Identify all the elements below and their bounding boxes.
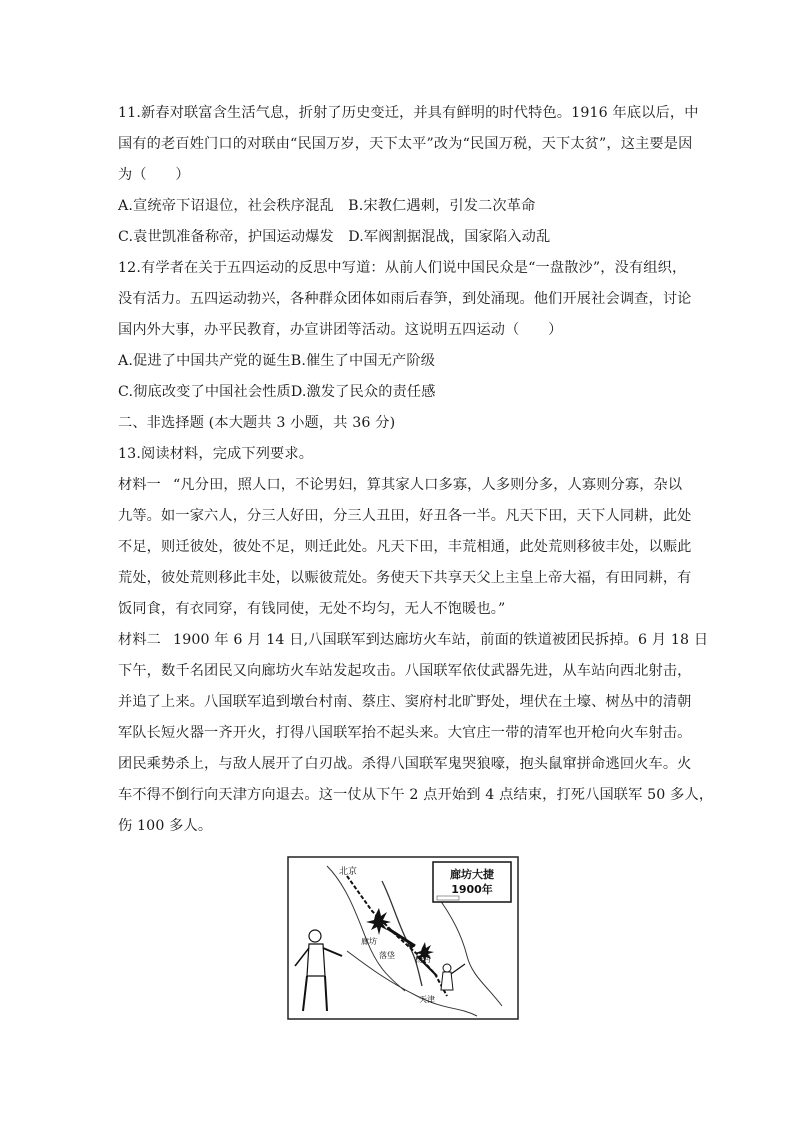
map-title-line-2: 1900年 bbox=[451, 883, 493, 896]
q12-option-ab: A.促进了中国共产党的诞生B.催生了中国无产阶级 bbox=[118, 353, 436, 369]
q12-option-cd: C.彻底改变了中国社会性质D.激发了民众的责任感 bbox=[118, 384, 436, 400]
material-2-line-4: 军队长短火器一齐开火，打得八国联军抬不起头来。大官庄一带的清军也开枪向火车射击。 bbox=[118, 725, 692, 741]
label-yangcun: 杨村 bbox=[415, 955, 431, 964]
langfang-battle-map bbox=[287, 856, 519, 1020]
q12-line-2: 没有活力。五四运动勃兴，各种群众团体如雨后春笋，到处涌现。他们开展社会调查，讨论 bbox=[118, 291, 692, 307]
label-luofa: 落垡 bbox=[379, 951, 395, 960]
q13-stem: 13.阅读材料，完成下列要求。 bbox=[118, 446, 314, 462]
material-2-line-2: 下午，数千名团民又向廊坊火车站发起攻击。八国联军依仗武器先进，从车站向西北射击， bbox=[118, 663, 692, 679]
q11-line-2: 国有的老百姓门口的对联由“民国万岁，天下太平”改为“民国万税，天下太贫”，这主要是因 bbox=[118, 136, 693, 152]
material-2-line-5: 团民乘势杀上，与敌人展开了白刃战。杀得八国联军鬼哭狼嚎，抱头鼠窜拼命逃回火车。火 bbox=[118, 756, 692, 772]
q11-option-cd: C.袁世凯准备称帝，护国运动爆发 D.军阀割据混战，国家陷入动乱 bbox=[118, 229, 551, 245]
q12-line-1: 12.有学者在关于五四运动的反思中写道：从前人们说中国民众是“一盘散沙”，没有组织， bbox=[118, 260, 687, 276]
material-1-line-1: “凡分田，照人口，不论男妇，算其家人口多寡，人多则分多，人寡则分寡，杂以 bbox=[173, 477, 683, 493]
question-11 bbox=[118, 98, 699, 253]
section-2-heading: 二、非选择题 (本大题共 3 小题，共 36 分) bbox=[118, 415, 396, 431]
material-2 bbox=[118, 625, 714, 842]
material-1-line-5: 饭同食，有衣同穿，有钱同使，无处不均匀，无人不饱暖也。” bbox=[118, 601, 506, 617]
question-13 bbox=[118, 439, 714, 842]
exam-page bbox=[118, 98, 714, 842]
label-langfang: 廊坊 bbox=[361, 937, 377, 946]
material-1-line-2: 九等。如一家六人，分三人好田，分三人丑田，好丑各一半。凡天下田，天下人同耕，此处 bbox=[118, 508, 692, 524]
material-1-label: 材料一 bbox=[118, 477, 162, 493]
label-tianjin: 天津 bbox=[419, 995, 435, 1004]
q11-line-1: 11.新春对联富含生活气息，折射了历史变迁，并具有鲜明的时代特色。1916 年底以后，中 bbox=[118, 105, 699, 121]
q11-option-ab: A.宣统帝下诏退位，社会秩序混乱 B.宋教仁遇刺，引发二次革命 bbox=[118, 198, 536, 214]
material-2-line-3: 并追了上来。八国联军追到墩台村南、蔡庄、窦府村北旷野处，埋伏在土壕、树丛中的清朝 bbox=[118, 694, 692, 710]
question-12 bbox=[118, 253, 692, 408]
material-2-label: 材料二 bbox=[118, 632, 162, 648]
q11-line-3: 为（ ） bbox=[118, 167, 190, 183]
material-2-line-7: 伤 100 多人。 bbox=[118, 818, 213, 834]
material-1 bbox=[118, 470, 692, 625]
map-title-line-1: 廊坊大捷 bbox=[450, 868, 494, 881]
map-illustration bbox=[287, 856, 519, 1020]
material-2-line-6: 车不得不倒行向天津方向退去。这一仗从下午 2 点开始到 4 点结束，打死八国联军 50 多人， bbox=[118, 787, 714, 803]
material-1-line-4: 荒处，彼处荒则移此丰处，以赈彼荒处。务使天下共享天父上主皇上帝大福，有田同耕，有 bbox=[118, 570, 692, 586]
map-title-box bbox=[433, 862, 511, 902]
material-1-line-3: 不足，则迁彼处，彼处不足，则迁此处。凡天下田，丰荒相通，此处荒则移彼丰处，以赈此 bbox=[118, 539, 692, 555]
material-2-line-1: 1900 年 6 月 14 日,八国联军到达廊坊火车站，前面的铁道被团民拆掉。6 月 18 日 bbox=[173, 632, 709, 648]
label-beijing: 北京 bbox=[339, 867, 358, 877]
q12-line-3: 国内外大事，办平民教育，办宣讲团等活动。这说明五四运动（ ） bbox=[118, 322, 563, 338]
